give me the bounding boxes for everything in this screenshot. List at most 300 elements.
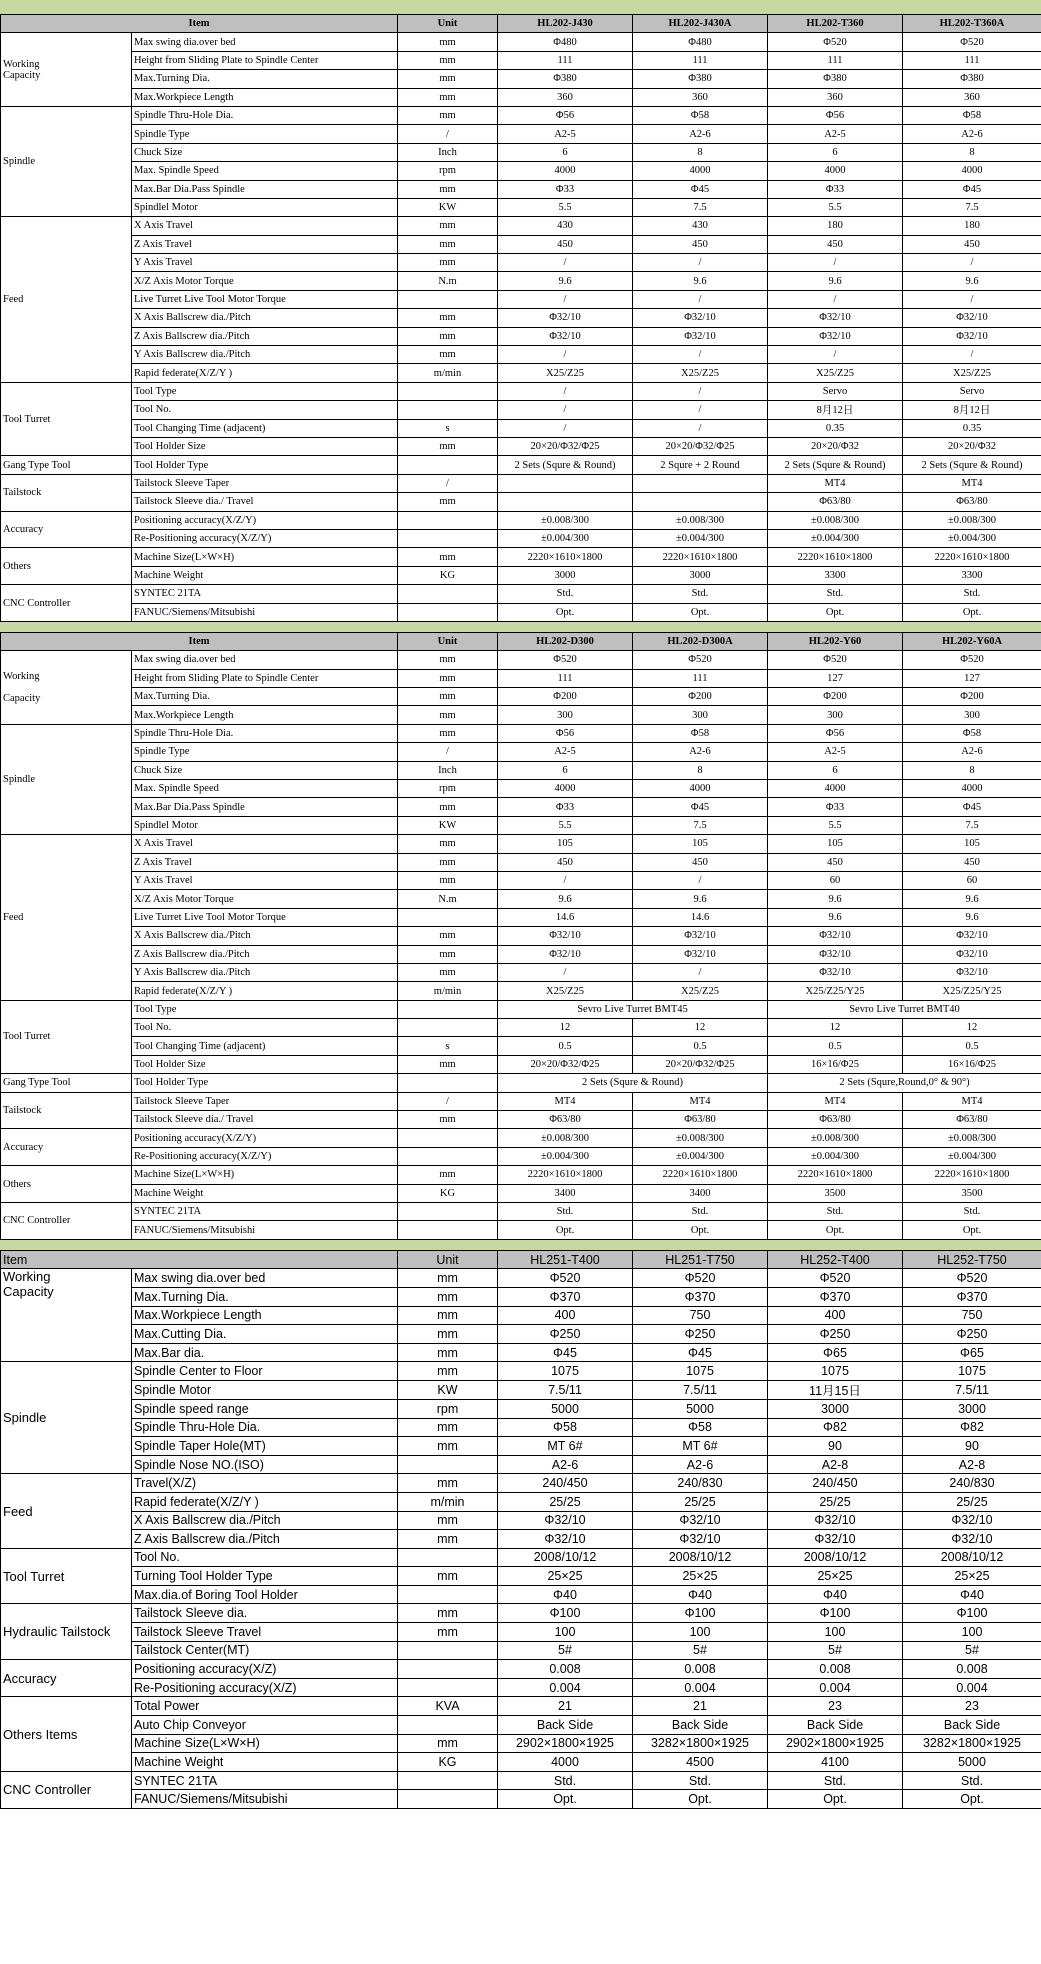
table-row xyxy=(1,382,1041,400)
row-value: 25/25 xyxy=(498,1492,633,1511)
table-row xyxy=(1,125,1041,143)
header-row xyxy=(1,15,1041,33)
row-label: Max.Workpiece Length xyxy=(132,88,398,106)
row-unit: Inch xyxy=(398,761,498,779)
row-value: 7.5 xyxy=(903,198,1041,216)
row-value xyxy=(498,493,633,511)
row-value: 12 xyxy=(903,1019,1041,1037)
row-value: 12 xyxy=(633,1019,768,1037)
row-label: Height from Sliding Plate to Spindle Center xyxy=(132,51,398,69)
table-row xyxy=(1,688,1041,706)
table-row xyxy=(1,511,1041,529)
row-value: 3000 xyxy=(903,1399,1041,1418)
row-value: 7.5/11 xyxy=(498,1380,633,1399)
header-row xyxy=(1,1250,1041,1269)
table-row xyxy=(1,217,1041,235)
table-row xyxy=(1,1437,1041,1456)
row-label: Y Axis Ballscrew dia./Pitch xyxy=(132,346,398,364)
table-row xyxy=(1,272,1041,290)
row-value: 400 xyxy=(768,1306,903,1325)
table-row xyxy=(1,908,1041,926)
row-value: 8月12日 xyxy=(903,401,1041,419)
row-label: Spindlel Motor xyxy=(132,816,398,834)
header-model: HL252-T400 xyxy=(768,1250,903,1269)
row-label: Y Axis Travel xyxy=(132,871,398,889)
row-value: 100 xyxy=(768,1623,903,1642)
row-value: Φ520 xyxy=(903,651,1041,669)
row-unit: mm xyxy=(398,548,498,566)
group-label: Others xyxy=(1,1166,132,1203)
row-unit: mm xyxy=(398,70,498,88)
row-value: / xyxy=(498,382,633,400)
row-value: 100 xyxy=(498,1623,633,1642)
table-row xyxy=(1,1147,1041,1165)
row-value: A2-6 xyxy=(903,743,1041,761)
row-value: / xyxy=(633,346,768,364)
row-value: ±0.008/300 xyxy=(768,1129,903,1147)
row-value: / xyxy=(633,254,768,272)
row-value: ±0.004/300 xyxy=(768,529,903,547)
row-value: Φ63/80 xyxy=(768,493,903,511)
row-value: Std. xyxy=(768,1771,903,1790)
row-value: Φ32/10 xyxy=(633,1511,768,1530)
row-value: Opt. xyxy=(768,603,903,621)
row-unit xyxy=(398,1790,498,1809)
row-unit xyxy=(398,1203,498,1221)
row-value: Φ380 xyxy=(768,70,903,88)
row-value: Opt. xyxy=(903,1221,1041,1239)
row-value: Φ520 xyxy=(768,651,903,669)
row-unit: m/min xyxy=(398,982,498,1000)
row-value: 2902×1800×1925 xyxy=(768,1734,903,1753)
header-model: HL252-T750 xyxy=(903,1250,1041,1269)
row-value: X25/Z25 xyxy=(633,364,768,382)
table-row xyxy=(1,1092,1041,1110)
row-value: / xyxy=(498,346,633,364)
row-unit: KG xyxy=(398,1184,498,1202)
row-value: Opt. xyxy=(498,1790,633,1809)
row-label: Max. Spindle Speed xyxy=(132,780,398,798)
group-label: Tool Turret xyxy=(1,1548,132,1604)
row-value: 2008/10/12 xyxy=(768,1548,903,1567)
row-value: 6 xyxy=(768,761,903,779)
group-label: Gang Type Tool xyxy=(1,456,132,474)
row-unit: mm xyxy=(398,1623,498,1642)
row-value: Φ250 xyxy=(903,1325,1041,1344)
row-value: ±0.004/300 xyxy=(633,529,768,547)
row-value: 3300 xyxy=(768,566,903,584)
row-label: Rapid federate(X/Z/Y ) xyxy=(132,364,398,382)
row-value: Φ250 xyxy=(498,1325,633,1344)
row-value: MT4 xyxy=(768,474,903,492)
row-value: 180 xyxy=(768,217,903,235)
row-value: 9.6 xyxy=(633,890,768,908)
table-row xyxy=(1,1734,1041,1753)
row-value: 450 xyxy=(633,235,768,253)
row-value: Φ32/10 xyxy=(633,927,768,945)
row-unit xyxy=(398,1548,498,1567)
row-value: 4000 xyxy=(633,162,768,180)
row-value: 750 xyxy=(633,1306,768,1325)
header-item: Item xyxy=(1,15,398,33)
row-unit: KG xyxy=(398,1753,498,1772)
row-unit: mm xyxy=(398,437,498,455)
row-unit xyxy=(398,1678,498,1697)
row-value: 60 xyxy=(768,871,903,889)
row-value: Std. xyxy=(903,1203,1041,1221)
row-value: 360 xyxy=(498,88,633,106)
row-value: Φ32/10 xyxy=(498,327,633,345)
row-label: Spindle Motor xyxy=(132,1380,398,1399)
table-row xyxy=(1,927,1041,945)
row-value: ±0.008/300 xyxy=(498,1129,633,1147)
row-unit: mm xyxy=(398,1437,498,1456)
table-row xyxy=(1,1343,1041,1362)
row-value: Φ58 xyxy=(498,1418,633,1437)
spec-table-hl202-j-t xyxy=(0,14,1041,622)
row-value: Φ82 xyxy=(768,1418,903,1437)
row-value: 2220×1610×1800 xyxy=(498,1166,633,1184)
row-value: Φ32/10 xyxy=(768,327,903,345)
row-value: A2-6 xyxy=(633,1455,768,1474)
row-label: Tool No. xyxy=(132,1019,398,1037)
row-value: 0.5 xyxy=(903,1037,1041,1055)
row-value: 2 Sets (Squre & Round) xyxy=(768,456,903,474)
row-value: Opt. xyxy=(903,603,1041,621)
table-row xyxy=(1,798,1041,816)
row-value: 90 xyxy=(903,1437,1041,1456)
row-unit: mm xyxy=(398,1055,498,1073)
row-value: Φ32/10 xyxy=(768,927,903,945)
row-value: MT4 xyxy=(768,1092,903,1110)
table-row xyxy=(1,1129,1041,1147)
row-label: X Axis Travel xyxy=(132,835,398,853)
row-label: Tool Holder Type xyxy=(132,456,398,474)
row-unit xyxy=(398,1074,498,1092)
header-row xyxy=(1,632,1041,650)
row-value: Φ520 xyxy=(768,1269,903,1288)
row-value: Φ58 xyxy=(633,724,768,742)
row-value: / xyxy=(768,254,903,272)
row-value: 16×16/Φ25 xyxy=(903,1055,1041,1073)
row-unit: mm xyxy=(398,835,498,853)
table-row xyxy=(1,835,1041,853)
row-label: Machine Size(L×W×H) xyxy=(132,1734,398,1753)
row-value: 300 xyxy=(903,706,1041,724)
row-value: 105 xyxy=(633,835,768,853)
row-unit: mm xyxy=(398,88,498,106)
row-value: Φ40 xyxy=(768,1585,903,1604)
row-value: 300 xyxy=(768,706,903,724)
header-model: HL202-J430 xyxy=(498,15,633,33)
row-value: / xyxy=(633,290,768,308)
row-value: 0.004 xyxy=(498,1678,633,1697)
row-value: Opt. xyxy=(498,1221,633,1239)
row-value: 360 xyxy=(633,88,768,106)
row-unit: mm xyxy=(398,963,498,981)
row-value: 2220×1610×1800 xyxy=(633,1166,768,1184)
row-value: Servo xyxy=(903,382,1041,400)
row-value: 9.6 xyxy=(498,272,633,290)
row-unit: mm xyxy=(398,1306,498,1325)
row-value: Back Side xyxy=(498,1716,633,1735)
row-value: 9.6 xyxy=(498,890,633,908)
row-unit: KW xyxy=(398,198,498,216)
row-value: 3500 xyxy=(903,1184,1041,1202)
row-label: Tool Changing Time (adjacent) xyxy=(132,419,398,437)
row-value: Φ63/80 xyxy=(498,1111,633,1129)
row-value: ±0.008/300 xyxy=(903,511,1041,529)
table-row xyxy=(1,1511,1041,1530)
table-row xyxy=(1,1019,1041,1037)
row-value: 450 xyxy=(498,853,633,871)
row-value: Φ32/10 xyxy=(498,945,633,963)
row-value: Φ370 xyxy=(903,1287,1041,1306)
row-value: Opt. xyxy=(903,1790,1041,1809)
table-row xyxy=(1,1166,1041,1184)
row-value: 105 xyxy=(903,835,1041,853)
row-label: Spindle Type xyxy=(132,743,398,761)
table-row xyxy=(1,963,1041,981)
row-value: 450 xyxy=(498,235,633,253)
row-unit: mm xyxy=(398,1269,498,1288)
row-unit: mm xyxy=(398,180,498,198)
group-label: Feed xyxy=(1,835,132,1001)
row-label: Tailstock Sleeve Travel xyxy=(132,1623,398,1642)
row-label: Positioning accuracy(X/Z/Y) xyxy=(132,511,398,529)
group-label: Accuracy xyxy=(1,511,132,548)
row-value: 240/830 xyxy=(903,1474,1041,1493)
row-value: 111 xyxy=(633,669,768,687)
row-label: Spindle Nose NO.(ISO) xyxy=(132,1455,398,1474)
row-value: Φ520 xyxy=(498,651,633,669)
row-label: Spindle Type xyxy=(132,125,398,143)
row-value: 300 xyxy=(633,706,768,724)
row-unit: mm xyxy=(398,106,498,124)
row-unit: s xyxy=(398,1037,498,1055)
group-label: CNC Controller xyxy=(1,1771,132,1808)
row-value: 0.008 xyxy=(768,1660,903,1679)
row-value: Φ56 xyxy=(498,724,633,742)
row-label: FANUC/Siemens/Mitsubishi xyxy=(132,1221,398,1239)
row-value: Φ200 xyxy=(633,688,768,706)
row-value: 25×25 xyxy=(768,1567,903,1586)
row-unit: N.m xyxy=(398,890,498,908)
row-unit: Inch xyxy=(398,143,498,161)
row-label: X Axis Ballscrew dia./Pitch xyxy=(132,927,398,945)
row-value: 23 xyxy=(903,1697,1041,1716)
row-value: 0.004 xyxy=(903,1678,1041,1697)
row-value: Φ40 xyxy=(633,1585,768,1604)
row-value-merged: Sevro Live Turret BMT45 xyxy=(498,1000,768,1018)
group-label: Tool Turret xyxy=(1,382,132,456)
row-value: X25/Z25 xyxy=(498,364,633,382)
row-value: Servo xyxy=(768,382,903,400)
row-value: 100 xyxy=(633,1623,768,1642)
row-value: 3000 xyxy=(498,566,633,584)
row-value: 360 xyxy=(903,88,1041,106)
separator-band xyxy=(0,622,1041,632)
row-value: ±0.008/300 xyxy=(768,511,903,529)
table-row xyxy=(1,327,1041,345)
row-value: Φ32/10 xyxy=(768,309,903,327)
row-label: Chuck Size xyxy=(132,143,398,161)
group-label: Working Capacity xyxy=(1,651,132,725)
row-label: Auto Chip Conveyor xyxy=(132,1716,398,1735)
row-value: 20×20/Φ32/Φ25 xyxy=(498,1055,633,1073)
row-unit xyxy=(398,908,498,926)
row-value: Φ480 xyxy=(498,33,633,51)
table-row xyxy=(1,1269,1041,1288)
row-value: A2-5 xyxy=(768,743,903,761)
row-unit: mm xyxy=(398,1734,498,1753)
row-value: 20×20/Φ32 xyxy=(768,437,903,455)
row-value: Φ32/10 xyxy=(633,1530,768,1549)
row-value: Std. xyxy=(768,585,903,603)
row-value: 2 Sets (Squre & Round) xyxy=(498,456,633,474)
row-unit: mm xyxy=(398,1474,498,1493)
row-unit: mm xyxy=(398,493,498,511)
row-value: 5# xyxy=(498,1641,633,1660)
row-value: Φ32/10 xyxy=(498,1511,633,1530)
table-row xyxy=(1,1548,1041,1567)
row-value: 3400 xyxy=(498,1184,633,1202)
row-value: Φ63/80 xyxy=(633,1111,768,1129)
row-value: ±0.008/300 xyxy=(903,1129,1041,1147)
row-label: Machine Size(L×W×H) xyxy=(132,548,398,566)
table-row xyxy=(1,1623,1041,1642)
row-value: 105 xyxy=(498,835,633,853)
row-value: 240/830 xyxy=(633,1474,768,1493)
row-value: 7.5/11 xyxy=(633,1380,768,1399)
row-value: Φ56 xyxy=(498,106,633,124)
table-row xyxy=(1,1678,1041,1697)
row-value: Std. xyxy=(903,1771,1041,1790)
row-value: 450 xyxy=(768,235,903,253)
table-row xyxy=(1,1055,1041,1073)
row-value: Φ520 xyxy=(903,33,1041,51)
row-label: Max.Bar dia. xyxy=(132,1343,398,1362)
row-value: 90 xyxy=(768,1437,903,1456)
table-row xyxy=(1,1037,1041,1055)
row-value: / xyxy=(633,419,768,437)
row-value: 3300 xyxy=(903,566,1041,584)
row-unit: mm xyxy=(398,945,498,963)
table-row xyxy=(1,1418,1041,1437)
table-row xyxy=(1,1184,1041,1202)
row-value: Φ33 xyxy=(498,180,633,198)
group-label: Tailstock xyxy=(1,1092,132,1129)
table-row xyxy=(1,1604,1041,1623)
row-label: Positioning accuracy(X/Z) xyxy=(132,1660,398,1679)
row-value: 2220×1610×1800 xyxy=(768,1166,903,1184)
row-value: MT4 xyxy=(633,1092,768,1110)
row-label: Max.Bar Dia.Pass Spindle xyxy=(132,180,398,198)
row-label: Turning Tool Holder Type xyxy=(132,1567,398,1586)
row-value: / xyxy=(498,963,633,981)
row-value: ±0.004/300 xyxy=(903,1147,1041,1165)
row-label: Z Axis Travel xyxy=(132,235,398,253)
row-value: Φ32/10 xyxy=(903,927,1041,945)
group-label: Spindle xyxy=(1,106,132,216)
row-label: Spindlel Motor xyxy=(132,198,398,216)
row-value: Std. xyxy=(498,1203,633,1221)
row-value: 3282×1800×1925 xyxy=(903,1734,1041,1753)
row-label: Spindle Thru-Hole Dia. xyxy=(132,1418,398,1437)
row-value: Φ32/10 xyxy=(903,945,1041,963)
row-value: Φ32/10 xyxy=(498,1530,633,1549)
row-value: Φ32/10 xyxy=(768,945,903,963)
row-value: Φ370 xyxy=(498,1287,633,1306)
row-value: 1075 xyxy=(633,1362,768,1381)
table-row xyxy=(1,816,1041,834)
table-row xyxy=(1,1660,1041,1679)
group-label: Working Capacity xyxy=(1,33,132,107)
row-value: MT 6# xyxy=(633,1437,768,1456)
row-value: Φ480 xyxy=(633,33,768,51)
row-value: 14.6 xyxy=(498,908,633,926)
row-label: Live Turret Live Tool Motor Torque xyxy=(132,290,398,308)
row-unit: m/min xyxy=(398,364,498,382)
row-value: Φ82 xyxy=(903,1418,1041,1437)
row-value: Back Side xyxy=(633,1716,768,1735)
row-value: 8 xyxy=(633,761,768,779)
row-value: 111 xyxy=(498,51,633,69)
row-unit: mm xyxy=(398,254,498,272)
row-value: 9.6 xyxy=(768,272,903,290)
table-row xyxy=(1,309,1041,327)
row-value: 450 xyxy=(633,853,768,871)
row-value: 14.6 xyxy=(633,908,768,926)
table-row xyxy=(1,51,1041,69)
table-row xyxy=(1,364,1041,382)
row-value: 5# xyxy=(768,1641,903,1660)
row-value: Φ32/10 xyxy=(498,927,633,945)
row-value: Φ32/10 xyxy=(903,309,1041,327)
row-value: 3282×1800×1925 xyxy=(633,1734,768,1753)
row-label: Max.dia.of Boring Tool Holder xyxy=(132,1585,398,1604)
row-value: 105 xyxy=(768,835,903,853)
row-unit xyxy=(398,1129,498,1147)
table-row xyxy=(1,235,1041,253)
row-value: 6 xyxy=(768,143,903,161)
row-value: 5# xyxy=(633,1641,768,1660)
row-value: 25/25 xyxy=(633,1492,768,1511)
row-value: 4000 xyxy=(498,162,633,180)
row-value: 8月12日 xyxy=(768,401,903,419)
row-value: Φ56 xyxy=(768,724,903,742)
row-label: Tool Type xyxy=(132,382,398,400)
row-label: Spindle Taper Hole(MT) xyxy=(132,1437,398,1456)
table-row xyxy=(1,1306,1041,1325)
row-unit xyxy=(398,1019,498,1037)
row-value: 9.6 xyxy=(768,908,903,926)
row-value: 25/25 xyxy=(768,1492,903,1511)
row-label: Machine Weight xyxy=(132,1753,398,1772)
table-row xyxy=(1,70,1041,88)
row-unit xyxy=(398,401,498,419)
table-row xyxy=(1,890,1041,908)
header-model: HL202-D300A xyxy=(633,632,768,650)
group-label: Tool Turret xyxy=(1,1000,132,1074)
row-label: Max swing dia.over bed xyxy=(132,33,398,51)
group-label: Accuracy xyxy=(1,1129,132,1166)
row-unit: mm xyxy=(398,1343,498,1362)
row-value: 9.6 xyxy=(903,908,1041,926)
row-label: Tailstock Sleeve dia./ Travel xyxy=(132,493,398,511)
row-value: 4000 xyxy=(903,162,1041,180)
row-unit: / xyxy=(398,474,498,492)
